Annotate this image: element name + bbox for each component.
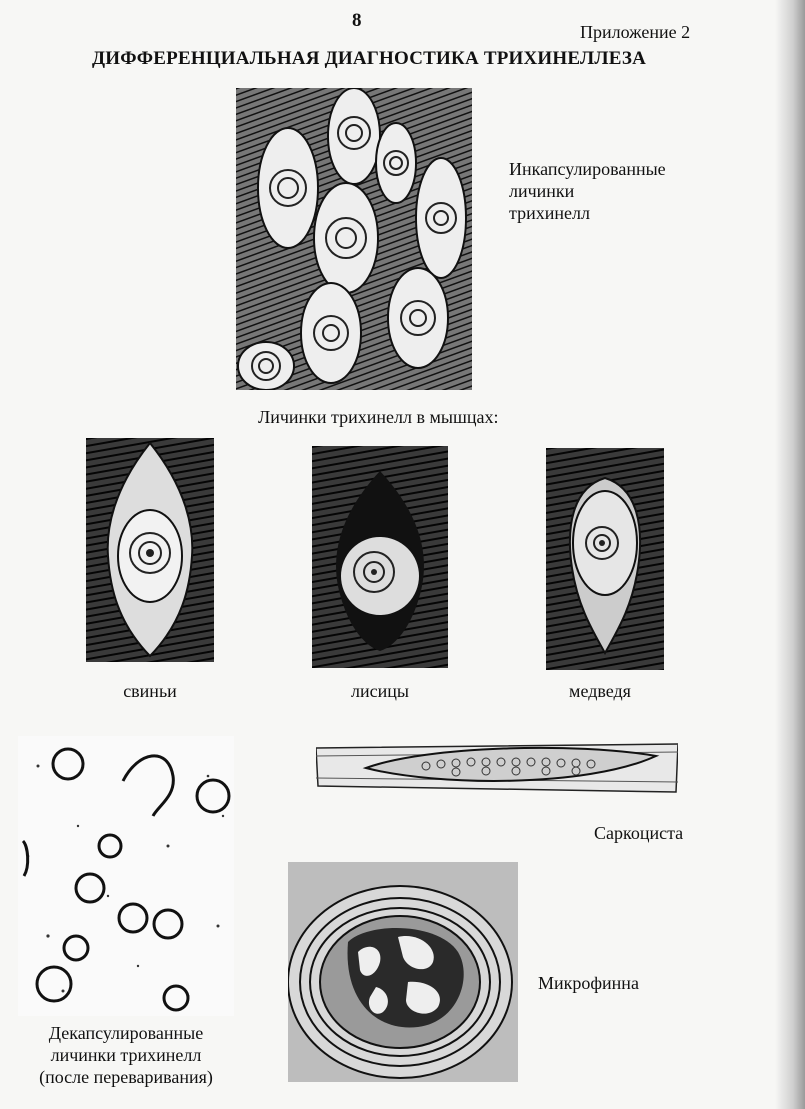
encapsulated-label-line-1: Инкапсулированные — [509, 159, 666, 179]
encapsulated-label — [509, 158, 666, 224]
caption-bear: медведя — [569, 681, 631, 701]
page-edge-shadow — [775, 0, 805, 1109]
encapsulated-label-line-2: личинки — [509, 181, 575, 201]
sarcocyst-label: Саркоциста — [594, 823, 684, 843]
decapsulated-label-line-2: личинки трихинелл — [50, 1045, 202, 1065]
page-title: ДИФФЕРЕНЦИАЛЬНАЯ ДИАГНОСТИКА ТРИХИНЕЛЛЕЗА — [92, 48, 646, 69]
sarcocyst-illustration — [316, 738, 678, 798]
page-number: 8 — [352, 10, 362, 31]
microfinna-label: Микрофинна — [538, 973, 639, 993]
pig-larva-illustration — [86, 438, 214, 662]
appendix-label: Приложение 2 — [580, 22, 691, 42]
muscle-section-heading: Личинки трихинелл в мышцах: — [258, 407, 499, 427]
decapsulated-larvae-illustration — [18, 736, 234, 1016]
encapsulated-larvae-illustration — [236, 88, 472, 390]
fox-larva-illustration — [312, 446, 448, 668]
caption-pig: свиньи — [123, 681, 177, 701]
encapsulated-label-line-3: трихинелл — [509, 203, 590, 223]
decapsulated-label-line-3: (после переваривания) — [39, 1067, 213, 1087]
caption-fox: лисицы — [351, 681, 409, 701]
bear-larva-illustration — [546, 448, 664, 670]
decapsulated-label-line-1: Декапсулированные — [48, 1023, 204, 1043]
microfinna-illustration — [288, 862, 518, 1082]
decapsulated-label — [18, 1022, 234, 1088]
